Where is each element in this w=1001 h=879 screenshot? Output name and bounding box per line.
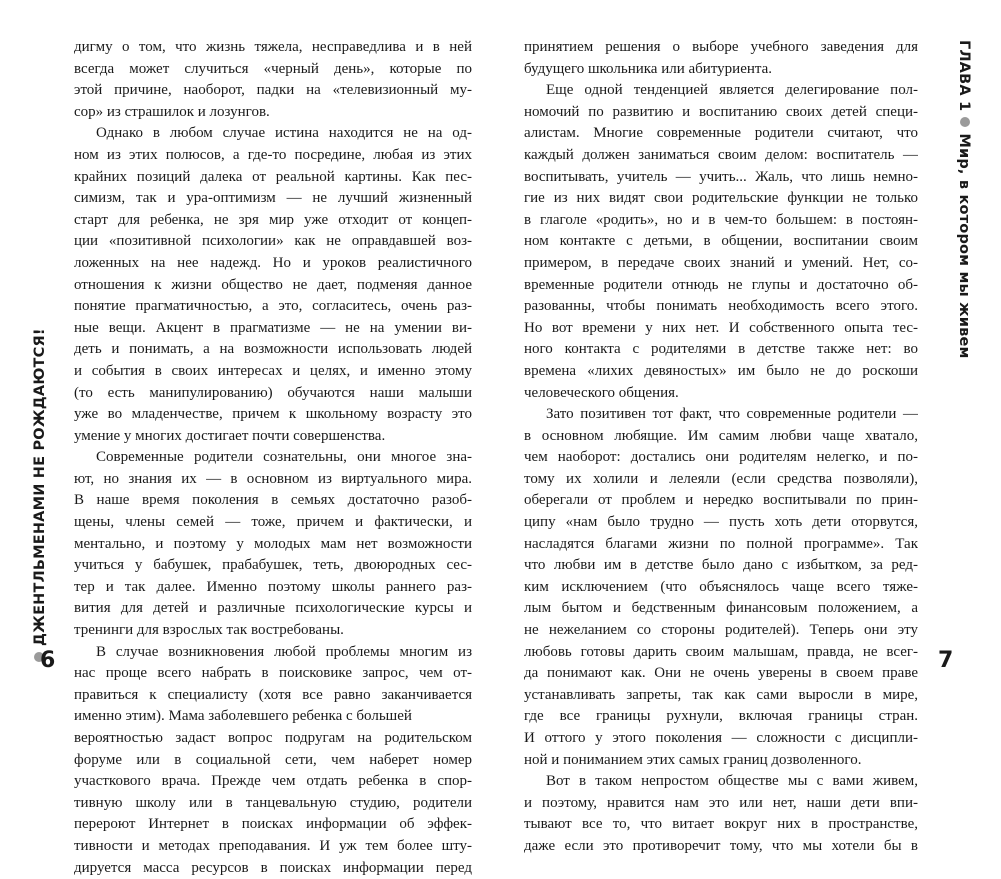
text-line: и события в своих интересах и целях, и именно этому — [74, 362, 472, 379]
text-line: в глаголе «родить», но и в чем-то большем: в постоян- — [524, 211, 918, 228]
right-body-text — [524, 37, 918, 858]
text-line: да понимают как. Они не очень уверены в своем праве — [524, 665, 918, 682]
text-line: тивности и методах преподавания. И уж тем более шту- — [74, 837, 472, 854]
text-line: Но вот времени у них нет. И собственного опыта тес- — [524, 319, 918, 336]
text-line: что любви им в детстве было дано с избытком, за ред- — [524, 557, 918, 574]
left-running-head — [32, 328, 48, 668]
text-line: И оттого у этого поколения — сложности с дисципли- — [524, 730, 918, 746]
text-line: разованны, чтобы понимать необходимость всего этого. — [524, 298, 918, 315]
text-line: тренинги для взрослых так востребованы. — [74, 622, 344, 639]
text-line: форуме или в социальной сети, чем наберет номер — [74, 751, 472, 768]
text-line: ной и пониманием этих самых границ дозволенного. — [524, 751, 862, 768]
text-line: отношения к жизни общество не дает, подменяя данное — [74, 276, 472, 293]
text-line: ментально, и поэтому у молодых мам нет возможности — [74, 535, 472, 552]
text-line: Однако в любом случае истина находится не на од- — [96, 125, 472, 142]
text-line: умение у многих достигает почти совершенства. — [74, 427, 386, 444]
text-line: даже если это противоречит тому, что мы хотели бы в — [524, 837, 918, 854]
text-line: сор» из страшилок и лозунгов. — [74, 103, 270, 120]
bullet-dot-icon — [960, 117, 970, 127]
text-line: всегда может случиться «черный день», которые по — [74, 60, 472, 77]
right-page — [500, 0, 1001, 854]
text-line: Современные родители сознательны, они многое зна- — [96, 449, 472, 466]
text-line: будущего школьника или абитуриента. — [524, 60, 773, 77]
book-title: ДЖЕНТЛЬМЕНАМИ НЕ РОЖДАЮТСЯ! — [32, 328, 48, 646]
text-line: примером, в передаче своих знаний и умений. Нет, со- — [524, 254, 918, 271]
text-line: учиться у бабушек, прабабушек, теть, двоюродных сес- — [74, 557, 472, 574]
text-line: ложенных на нее надежд. Но и уроков реалистичного — [74, 254, 472, 271]
text-line: понятие прагматичностью, а это, согласитесь, очень раз- — [74, 298, 472, 315]
text-line: воспитывать, учитель — учить... Жаль, что лишь немно- — [524, 168, 918, 185]
text-line: ные вещи. Акцент в прагматизме — не на умении ви- — [74, 319, 472, 336]
chapter-title: Мир, в котором мы живем — [956, 133, 972, 359]
text-line: времена «лихих девяностых» им было не до роскоши — [524, 362, 918, 379]
left-body-text — [74, 37, 472, 879]
text-line: ципу «нам было трудно — пусть хоть дети оторвутся, — [524, 514, 918, 531]
chapter-label: ГЛАВА 1 — [956, 40, 972, 112]
text-line: тывают все то, что витает вокруг них в пространстве, — [524, 816, 918, 833]
text-line: ного контакта с родителями в детстве также нет: во — [524, 341, 918, 358]
text-line: правиться к специалисту (хотя все равно заканчивается — [74, 686, 472, 703]
text-line: человеческого общения. — [524, 384, 679, 401]
text-line: насладятся благами жизни по полной программе». Так — [524, 535, 918, 552]
text-line: где все границы рухнули, включая границы стран. — [524, 708, 918, 725]
text-line: старт для ребенка, не зря мир уже отходит от концеп- — [74, 211, 472, 228]
right-running-head — [956, 40, 972, 359]
text-line: чем наоборот: достались они родителям нелегко, и по- — [524, 449, 918, 466]
text-line: (то есть манипулированию) обучаются наши малыши — [74, 384, 472, 401]
text-line: вития для детей и различные психологические курсы и — [74, 600, 472, 617]
text-line: номочий по развитию и воспитанию своих детей специ- — [524, 103, 918, 120]
text-line: деть и понимать, а на возможности использовать людей — [74, 341, 472, 358]
text-line: тому их холили и лелеяли (если средства позволяли), — [524, 470, 918, 487]
text-line: оберегали от проблем и нередко воспитывали по прин- — [524, 492, 918, 509]
text-line: В наше время поколения в семьях достаточно разоб- — [74, 492, 472, 509]
text-line: и поэтому, нравится нам это или нет, наши дети впи- — [524, 794, 918, 811]
text-line: любовь готовы дарить своим малышам, правда, не всег- — [524, 643, 918, 660]
text-line: Еще одной тенденцией является делегирование пол- — [546, 82, 918, 99]
text-line: этой причине, наоборот, падки на «телевизионный му- — [74, 82, 472, 99]
text-line: тивную школу или в танцевальную студию, родители — [74, 794, 472, 811]
text-line: симизм, так и ура-оптимизм — не лучший жизненный — [74, 190, 472, 207]
text-line: ции «позитивной психологии» как не оправдавшей воз- — [74, 233, 472, 250]
text-line: временные родители отнюдь не глупы и достаточно об- — [524, 276, 918, 293]
text-line: уже во младенчестве, причем к школьному возрасту это — [74, 406, 472, 423]
text-line: ном контакте с детьми, в общении, воспитании своим — [524, 233, 918, 250]
text-line: в основном любящие. Им самим любви чаще хватало, — [524, 427, 918, 444]
text-line: Зато позитивен тот факт, что современные родители — — [546, 406, 918, 423]
text-line: принятием решения о выборе учебного заведения для — [524, 39, 918, 55]
text-line: нас проще всего набрать в поисковике запрос, чем от- — [74, 665, 472, 682]
text-line: не нежеланием со стороны родителей). Теперь они эту — [524, 622, 918, 639]
text-line: дигму о том, что жизнь тяжела, несправедлива и в ней — [74, 39, 472, 55]
text-line: В случае возникновения любой проблемы многим из — [96, 643, 472, 660]
text-line: щены, члены семей — тоже, причем и фактически, и — [74, 514, 472, 531]
text-line: дируется масса ресурсов в поисках информации перед — [74, 859, 472, 876]
text-line: ном из этих полюсов, а где-то посредине, любая из этих — [74, 146, 472, 163]
text-line: перероют Интернет в поисках информации об эффек- — [74, 816, 472, 833]
left-page — [0, 0, 500, 876]
text-line: ют, но знания их — в основном из виртуального мира. — [74, 470, 472, 487]
text-line: тер и так далее. Именно поэтому школы раннего раз- — [74, 578, 472, 595]
text-line: вероятностью задаст вопрос подругам на родительском — [74, 730, 472, 746]
left-page-number: 6 — [40, 648, 56, 673]
text-line: каждый должен заниматься своим делом: воспитатель — — [524, 146, 918, 163]
text-line: алистам. Многие современные родители считают, что — [524, 125, 918, 142]
text-line: ким исключением (что объяснялось чаще всего тяже- — [524, 578, 918, 595]
text-line: крайних позиций далека от реальной картины. Как пес- — [74, 168, 472, 185]
text-line: участкового врача. Прежде чем отдать ребенка в спор- — [74, 773, 472, 790]
text-line: гие из них видят свои родительские функции не только — [524, 190, 918, 207]
text-line: лым бытом и бедственным финансовым положением, а — [524, 600, 918, 617]
right-page-number: 7 — [938, 648, 954, 673]
text-line: именно этим). Мама заболевшего ребенка с большей — [74, 708, 412, 725]
text-line: устанавливать запреты, так как сами выросли в мире, — [524, 686, 918, 703]
text-line: Вот в таком непростом обществе мы с вами живем, — [546, 773, 918, 790]
